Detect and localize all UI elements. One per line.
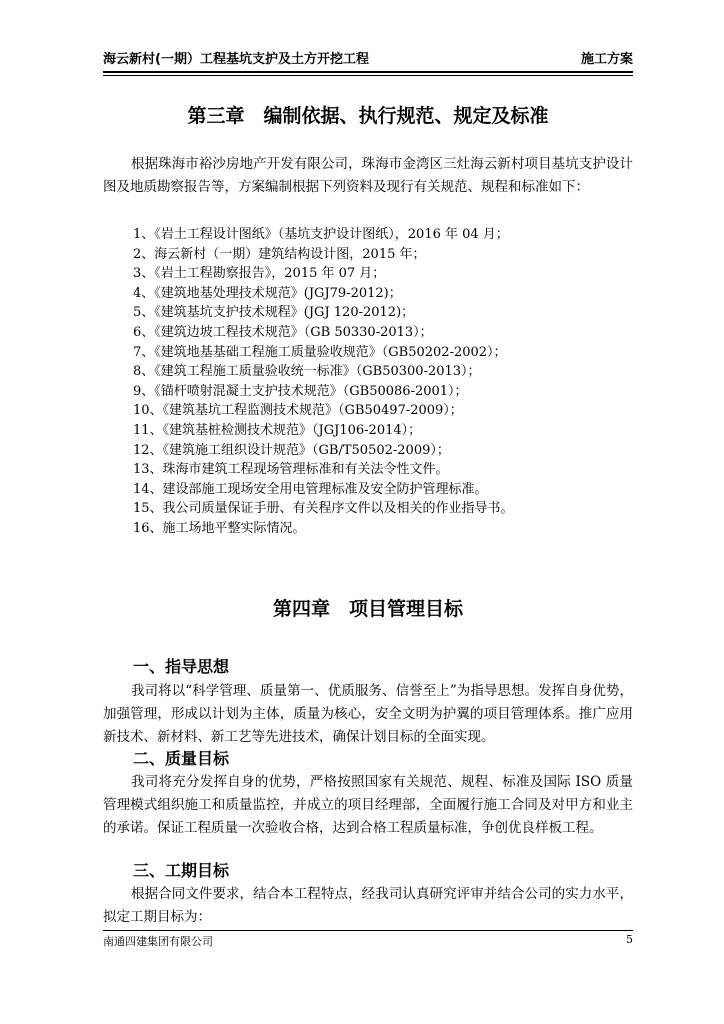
reference-item-12: 12、《建筑施工组织设计规范》（GB/T50502-2009）； (133, 442, 450, 458)
header-doc-type: 施工方案 (580, 52, 633, 67)
reference-item-15: 15、我公司质量保证手册、有关程序文件以及相关的作业指导书。 (133, 501, 514, 517)
reference-item-10: 10、《建筑基坑工程监测技术规范》（GB50497-2009）； (133, 403, 463, 419)
footer-company: 南通四建集团有限公司 (103, 935, 213, 948)
chapter-4-title: 第四章 项目管理目标 (272, 598, 463, 620)
reference-item-8: 8、《建筑工程施工质量验收统一标准》（GB50300-2013）； (133, 364, 481, 380)
reference-item-2: 2、海云新村（一期）建筑结构设计图，2015 年； (133, 246, 426, 262)
section-body-schedule-target: 根据合同文件要求，结合本工程特点，经我司认真研究评审并结合公司的实力水平，拟定工期目标为： (103, 886, 633, 925)
page-header (103, 48, 633, 68)
reference-list (133, 225, 633, 539)
reference-item-13: 13、珠海市建筑工程现场管理标准和有关法令性文件。 (133, 462, 449, 478)
chapter-3-title: 第三章 编制依据、执行规范、规定及标准 (187, 105, 549, 127)
header-divider-thin (103, 75, 633, 76)
section-heading-quality-target: 二、质量目标 (133, 749, 230, 768)
header-divider (103, 71, 633, 73)
section-body-quality-target: 我司将充分发挥自身的优势，严格按照国家有关规范、规程、标准及国际 ISO 质量管理模式组织施工和质量监控，并成立的项目经理部，全面履行施工合同及对甲方和业主的承诺。保证工程质量一次验收合格，达到合格工程质量标准，争创优良样板工程。 (103, 774, 633, 836)
reference-item-3: 3、《岩土工程勘察报告》，2015 年 07 月； (133, 266, 386, 282)
reference-item-11: 11、《建筑基桩检测技术规范》（JGJ106-2014）； (133, 422, 422, 438)
section-body-guiding-principle: 我司将以“科学管理、质量第一、优质服务、信誉至上”为指导思想。发挥自身优势，加强管理，形成以计划为主体，质量为核心，安全文明为护翼的项目管理体系。推广应用新技术、新材料、新工艺等先进技术，确保计划目标的全面实现。 (103, 683, 633, 745)
reference-item-14: 14、建设部施工现场安全用电管理标准及安全防护管理标准。 (133, 481, 488, 497)
reference-item-1: 1、《岩土工程设计图纸》（基坑支护设计图纸），2016 年 04 月； (133, 227, 509, 242)
chapter-3-intro: 根据珠海市裕沙房地产开发有限公司，珠海市金湾区三灶海云新村项目基坑支护设计图及地质勘察报告等，方案编制根据下列资料及现行有关规范、规程和标准如下： (103, 156, 633, 195)
reference-item-6: 6、《建筑边坡工程技术规范》（GB 50330-2013）； (133, 324, 433, 340)
reference-item-9: 9、《锚杆喷射混凝土支护技术规范》（GB50086-2001）； (133, 383, 468, 399)
page-number: 5 (626, 933, 633, 946)
reference-item-4: 4、《建筑地基处理技术规范》(JGJ79-2012)； (133, 285, 402, 301)
footer-divider (103, 930, 633, 931)
section-heading-guiding-principle: 一、指导思想 (133, 657, 230, 676)
reference-item-5: 5、《建筑基坑支护技术规程》(JGJ 120-2012)； (133, 305, 415, 321)
header-project-title: 海云新村(一期）工程基坑支护及土方开挖工程 (103, 52, 369, 67)
reference-item-16: 16、施工场地平整实际情况。 (133, 520, 306, 536)
reference-item-7: 7、《建筑地基基础工程施工质量验收规范》（GB50202-2002）； (133, 344, 507, 360)
section-heading-schedule-target: 三、工期目标 (133, 861, 230, 880)
